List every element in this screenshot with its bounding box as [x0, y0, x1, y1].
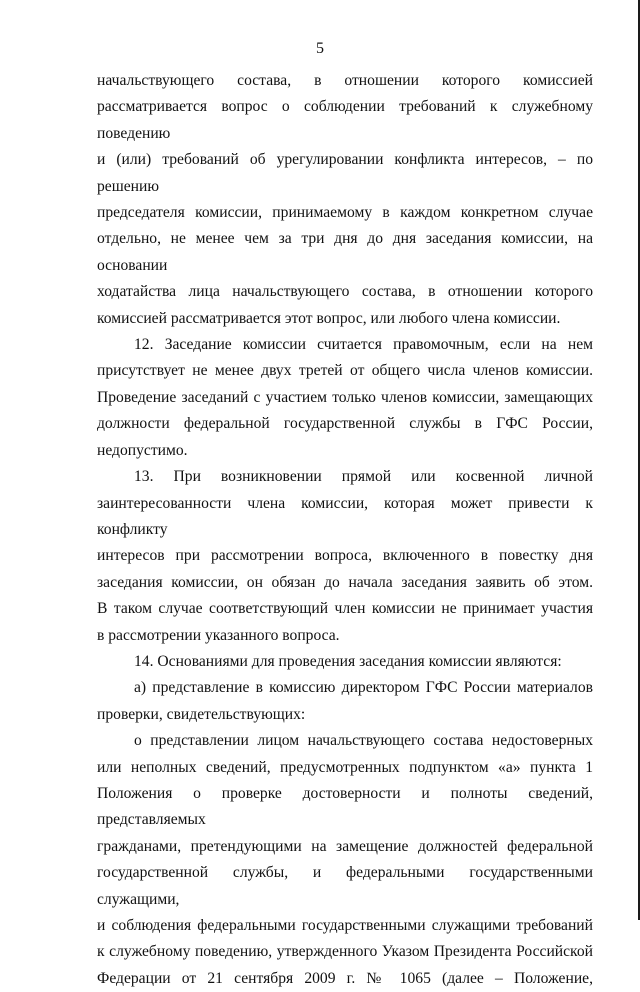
text-line: ходатайства лица начальствующего состава, в отношении которого [97, 283, 593, 301]
text-line: заинтересованности члена комиссии, которая может привести к конфликту [97, 494, 593, 538]
text-line: присутствует не менее двух третей от общего числа членов комиссии. [97, 362, 593, 380]
text-line: отдельно, не менее чем за три дня до дня заседания комиссии, на основании [97, 230, 593, 274]
text-line: рассматривается вопрос о соблюдении требований к служебному поведению [97, 98, 593, 142]
text-line: начальствующего состава, в отношении которого комиссией [97, 72, 593, 89]
text-line: в рассмотрении указанного вопроса. [97, 626, 340, 644]
text-line: Положения о проверке достоверности и полноты сведений, представляемых [97, 784, 593, 829]
text-line: проверки, свидетельствующих: [97, 705, 306, 723]
text-line: к служебному поведению, утвержденного Указом Президента Российской [97, 943, 593, 961]
clause-line: о представлении лицом начальствующего состава недостоверных [134, 732, 593, 750]
text-line: интересов при рассмотрении вопроса, включенного в повестку дня [97, 547, 593, 565]
document-body [97, 68, 593, 992]
paragraph-14-line: 14. Основаниями для проведения заседания комиссии являются: [134, 652, 562, 670]
text-line: В таком случае соответствующий член комиссии не принимает участия [97, 600, 593, 618]
subparagraph-a-line: а) представление в комиссию директором ГФС России материалов [134, 679, 593, 697]
text-line: недопустимо. [97, 441, 188, 459]
text-line: или неполных сведений, предусмотренных подпунктом «а» пункта 1 [97, 758, 593, 776]
paragraph-12-line: 12. Заседание комиссии считается правомочным, если на нем [134, 336, 593, 354]
text-line: и (или) требований об урегулировании конфликта интересов, – по решению [97, 151, 593, 195]
text-line: Федерации от 21 сентября 2009 г. № 1065 (далее – Положение, [97, 969, 593, 987]
text-line: гражданами, претендующими на замещение должностей федеральной [97, 837, 593, 855]
paragraph-13-line: 13. При возникновении прямой или косвенной личной [134, 468, 593, 486]
text-line: и соблюдения федеральными государственными служащими требований [97, 917, 593, 934]
text-line: государственной службы, и федеральными государственными служащими, [97, 864, 593, 908]
text-line: заседания комиссии, он обязан до начала заседания заявить об этом. [97, 573, 593, 591]
text-line: должности федеральной государственной службы в ГФС России, [97, 415, 593, 433]
page-number: 5 [316, 40, 324, 57]
text-line: Проведение заседаний с участием только членов комиссии, замещающих [97, 388, 593, 406]
text-line: комиссией рассматривается этот вопрос, или любого члена комиссии. [97, 309, 561, 327]
text-line: председателя комиссии, принимаемому в каждом конкретном случае [97, 204, 593, 222]
